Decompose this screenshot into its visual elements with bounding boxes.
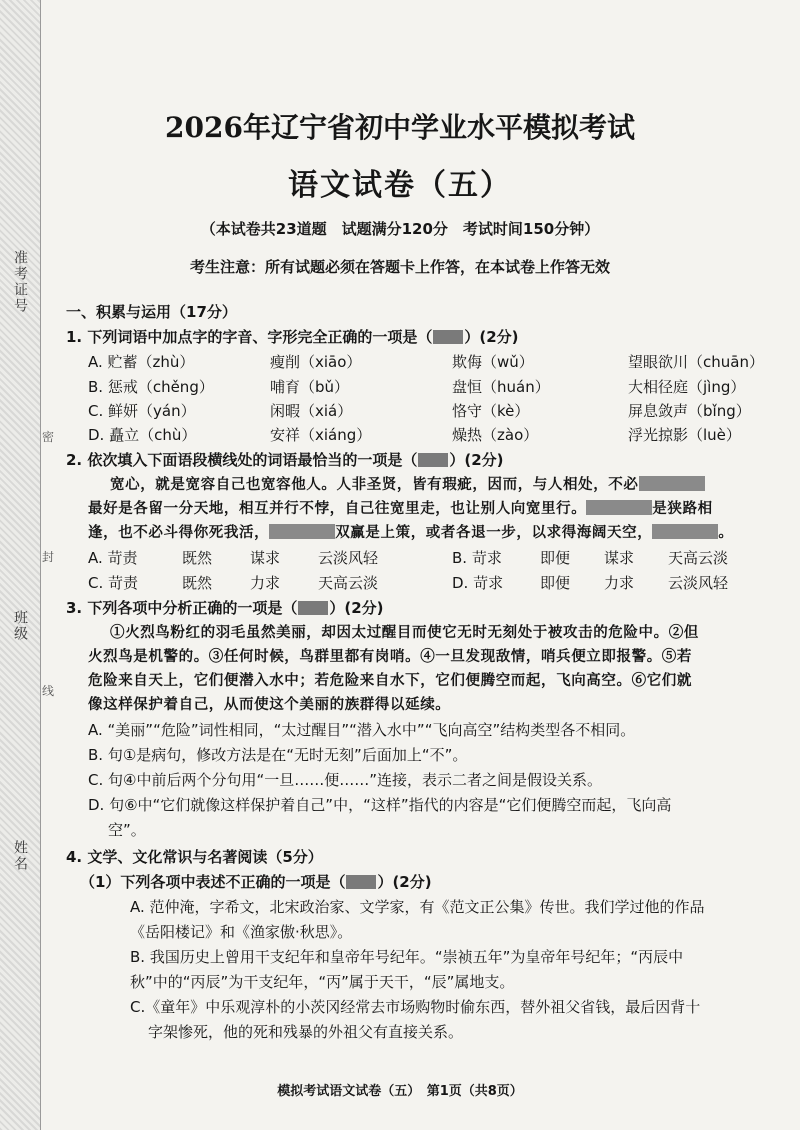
q3-option-b: B. 句①是病句，修改方法是在“无时无刻”后面加上“不”。 bbox=[88, 746, 468, 764]
q2-option-b-w4: 天高云淡 bbox=[668, 549, 729, 567]
q2-option-c-w4: 天高云淡 bbox=[318, 574, 379, 592]
q2-blank-4 bbox=[652, 524, 718, 539]
q1-option-c3: 恪守（kè） bbox=[452, 402, 530, 420]
class-label: 班级 bbox=[12, 610, 28, 642]
exam-notice: 考生注意：所有试题必须在答题卡上作答，在本试卷上作答无效 bbox=[189, 258, 610, 276]
q2-stem-text: 2. 依次填入下面语段横线处的词语最恰当的一项是（ bbox=[66, 451, 418, 469]
q4-answer-blank bbox=[346, 875, 376, 889]
q2-option-d-w3: 力求 bbox=[604, 574, 635, 592]
q3-option-a: A. “美丽”“危险”词性相同，“太过醒目”“潜入水中”“飞向高空”结构类型各不相同。 bbox=[88, 721, 636, 739]
q2-passage-text: 最好是各留一分天地，相互并行不悖，自己往宽里走，也让别人向宽里行。 bbox=[88, 500, 587, 517]
q2-option-d-w4: 云淡风轻 bbox=[668, 574, 729, 592]
section-heading: 一、积累与运用（17分） bbox=[66, 303, 237, 321]
q1-option-d4: 浮光掠影（luè） bbox=[628, 426, 741, 444]
q1-option-c4: 屏息敛声（bǐng） bbox=[628, 402, 751, 420]
seal-mark-2: 封 bbox=[42, 550, 55, 564]
line-mark: 线 bbox=[42, 684, 55, 698]
name-label: 姓名 bbox=[12, 840, 28, 872]
q2-option-c-w3: 力求 bbox=[250, 574, 281, 592]
q3-passage-line4: 像这样保护着自己，从而使这个美丽的族群得以延续。 bbox=[88, 696, 451, 713]
q2-stem bbox=[66, 450, 504, 470]
exam-title: 2026年辽宁省初中学业水平模拟考试 bbox=[165, 111, 635, 144]
page-footer: 模拟考试语文试卷（五） 第1页（共8页） bbox=[277, 1084, 523, 1099]
q4-option-b-line2: 秋”中的“丙辰”为干支纪年，“丙”属于天干，“辰”属地支。 bbox=[130, 973, 515, 991]
q2-passage-line2 bbox=[88, 499, 713, 519]
q3-passage-line3: 危险来自天上，它们便潜入水中；若危险来自水下，它们便腾空而起，飞向高空。⑥它们就 bbox=[88, 672, 692, 689]
q1-option-d3: 燥热（zào） bbox=[452, 426, 539, 444]
q1-option-a2: 瘦削（xiāo） bbox=[270, 353, 362, 371]
seal-mark: 密 bbox=[42, 430, 55, 444]
q2-passage-line1 bbox=[110, 475, 705, 495]
q2-option-c: C. 苛责 bbox=[88, 574, 139, 592]
q2-option-a-w3: 谋求 bbox=[250, 549, 281, 567]
q4-option-a-line1: A. 范仲淹，字希文，北宋政治家、文学家，有《范文正公集》传世。我们学过他的作品 bbox=[130, 898, 705, 916]
q2-option-c-w2: 既然 bbox=[182, 574, 213, 592]
q4-sub-stem-score: ）(2分) bbox=[377, 873, 432, 891]
q4-option-a-line2: 《岳阳楼记》和《渔家傲·秋思》。 bbox=[130, 923, 353, 941]
q2-passage-text: 逢，也不必斗得你死我活， bbox=[88, 524, 270, 541]
q4-heading: 4. 文学、文化常识与名著阅读（5分） bbox=[66, 848, 323, 866]
q1-option-b4: 大相径庭（jìng） bbox=[628, 378, 746, 396]
q2-option-b-w2: 即便 bbox=[540, 549, 571, 567]
q1-stem-score: ）(2分) bbox=[464, 328, 519, 346]
q1-option-a3: 欺侮（wǔ） bbox=[452, 353, 534, 371]
q2-passage-text: 宽心，就是宽容自己也宽容他人。人非圣贤，皆有瑕疵，因而，与人相处，不必 bbox=[110, 476, 639, 493]
q4-sub-stem-text: （1）下列各项中表述不正确的一项是（ bbox=[80, 873, 346, 891]
q1-option-d1: D. 矗立（chù） bbox=[88, 426, 197, 444]
q2-passage-text: 。 bbox=[718, 524, 734, 541]
q2-option-b: B. 苛求 bbox=[452, 549, 502, 567]
q1-option-c1: C. 鲜妍（yán） bbox=[88, 402, 196, 420]
q4-option-c-line2: 字架惨死，他的死和残暴的外祖父有直接关系。 bbox=[148, 1023, 464, 1041]
q3-stem-score: ）(2分) bbox=[329, 599, 384, 617]
q1-option-a4: 望眼欲川（chuān） bbox=[628, 353, 764, 371]
q3-option-d-line1: D. 句⑥中“它们就像这样保护着自己”中，“这样”指代的内容是“它们便腾空而起，飞向高 bbox=[88, 796, 672, 814]
q1-stem bbox=[66, 327, 519, 347]
q1-option-c2: 闲暇（xiá） bbox=[270, 402, 353, 420]
q2-blank-3 bbox=[269, 524, 335, 539]
q1-option-b3: 盘恒（huán） bbox=[452, 378, 550, 396]
q1-stem-text: 1. 下列词语中加点字的字音、字形完全正确的一项是（ bbox=[66, 328, 433, 346]
q2-passage-text: 双赢是上策，或者各退一步，以求得海阔天空， bbox=[335, 524, 653, 541]
q3-option-c: C. 句④中前后两个分句用“一旦……便……”连接，表示二者之间是假设关系。 bbox=[88, 771, 603, 789]
q2-passage-text: 是狭路相 bbox=[652, 500, 713, 517]
q4-sub-stem bbox=[80, 872, 432, 892]
q4-option-c-line1: C.《童年》中乐观淳朴的小茨冈经常去市场购物时偷东西，替外祖父省钱，最后因背十 bbox=[130, 998, 701, 1016]
exam-info: （本试卷共23道题 试题满分120分 考试时间150分钟） bbox=[200, 220, 600, 238]
q3-stem bbox=[66, 598, 384, 618]
q2-option-a: A. 苛责 bbox=[88, 549, 138, 567]
q1-option-b2: 哺育（bǔ） bbox=[270, 378, 350, 396]
q2-option-d-w2: 即便 bbox=[540, 574, 571, 592]
q1-option-a1: A. 贮蓄（zhù） bbox=[88, 353, 195, 371]
paper-subtitle: 语文试卷（五） bbox=[288, 168, 512, 203]
q2-option-a-w2: 既然 bbox=[182, 549, 213, 567]
q3-stem-text: 3. 下列各项中分析正确的一项是（ bbox=[66, 599, 298, 617]
q4-option-b-line1: B. 我国历史上曾用干支纪年和皇帝年号纪年。“崇祯五年”为皇帝年号纪年；“丙辰中 bbox=[130, 948, 684, 966]
q2-passage-line3 bbox=[88, 523, 733, 543]
q1-option-b1: B. 惩戒（chěng） bbox=[88, 378, 214, 396]
q2-option-b-w3: 谋求 bbox=[604, 549, 635, 567]
q2-stem-score: ）(2分) bbox=[449, 451, 504, 469]
q1-option-d2: 安祥（xiáng） bbox=[270, 426, 372, 444]
q1-answer-blank bbox=[433, 330, 463, 344]
q3-passage-line2: 火烈鸟是机警的。③任何时候，鸟群里都有岗哨。④一旦发现敌情，哨兵便立即报警。⑤若 bbox=[88, 648, 692, 665]
q2-option-a-w4: 云淡风轻 bbox=[318, 549, 379, 567]
q2-answer-blank bbox=[418, 453, 448, 467]
q3-answer-blank bbox=[298, 601, 328, 615]
q2-option-d: D. 苛求 bbox=[452, 574, 504, 592]
q3-option-d-line2: 空”。 bbox=[108, 821, 146, 839]
exam-number-label: 准考证号 bbox=[12, 250, 28, 314]
q3-passage-line1: ①火烈鸟粉红的羽毛虽然美丽，却因太过醒目而使它无时无刻处于被攻击的危险中。②但 bbox=[110, 624, 699, 641]
q2-blank-2 bbox=[586, 500, 652, 515]
q2-blank-1 bbox=[639, 476, 705, 491]
